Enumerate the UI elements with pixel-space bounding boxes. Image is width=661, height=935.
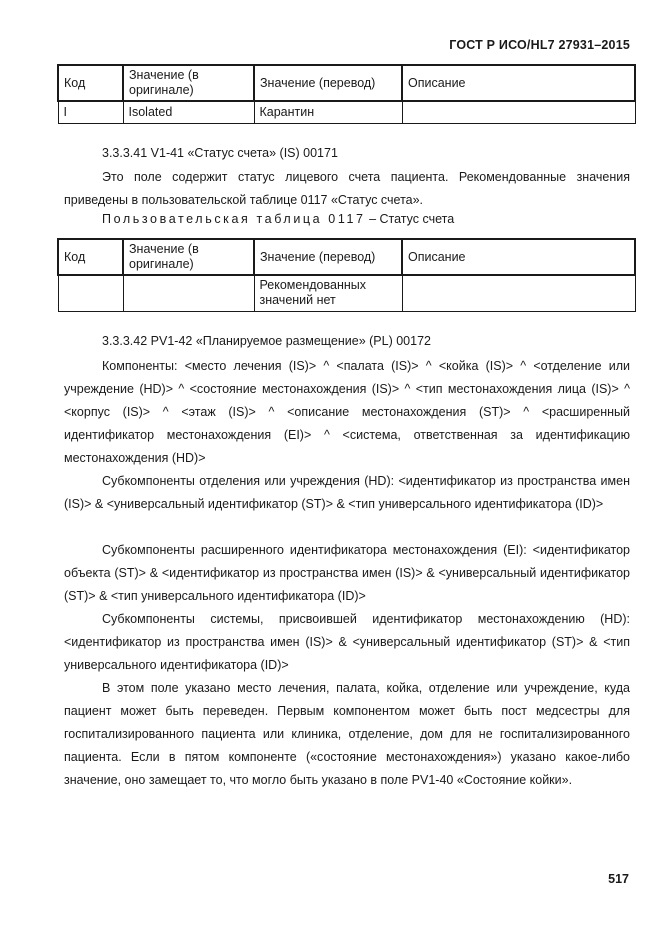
- cell-description: [402, 275, 635, 311]
- paragraph-hd-subcomponents: Субкомпоненты отделения или учреждения (HD): <идентификатор из пространства имен (IS)> & <универсальный идентификатор (ST)> & <тип универсального идентификатора (ID)>: [64, 474, 630, 511]
- paragraph-ei-subcomponents: Субкомпоненты расширенного идентификатора местонахождения (EI): <идентификатор объекта (ST)> & <идентификатор из пространства имен (IS)> & <универсальный идентификатор (ST)> & <тип универсального идентификатора (ID)>: [64, 543, 630, 603]
- table-row: [58, 275, 635, 311]
- table-header-row: [58, 65, 635, 101]
- section-heading-42: 3.3.3.42 PV1-42 «Планируемое размещение» (PL) 00172: [102, 334, 431, 348]
- header-code: Код: [58, 239, 123, 275]
- table-caption-label: Пользовательская таблица 0117: [102, 212, 366, 226]
- document-header: ГОСТ Р ИСО/HL7 27931–2015: [449, 38, 630, 52]
- table-row: [58, 101, 635, 123]
- paragraph: Это поле содержит статус лицевого счета пациента. Рекомендованные значения приведены в пользовательской таблице 0117 «Статус счета».: [64, 170, 630, 207]
- cell-description: [402, 101, 635, 123]
- cell-translation: Рекомендованных значений нет: [254, 275, 402, 311]
- codes-table-2: [57, 238, 636, 312]
- header-description: Описание: [402, 65, 635, 101]
- table-header-row: [58, 239, 635, 275]
- cell-code: [58, 275, 123, 311]
- header-original: Значение (в оригинале): [123, 65, 254, 101]
- header-translation: Значение (перевод): [254, 65, 402, 101]
- cell-original: [123, 275, 254, 311]
- paragraph-components: Компоненты: <место лечения (IS)> ^ <палата (IS)> ^ <койка (IS)> ^ <отделение или учреждение (HD)> ^ <состояние местонахождения (IS)> ^ <тип местонахождения лица (IS)> ^ <корпус (IS)> ^ <этаж (IS)> ^ <описание местонахождения (ST)> ^ <расширенный идентификатор местонахождения (EI)> ^ <система, ответственная за идентификацию местонахождения (HD)>: [64, 359, 630, 465]
- cell-translation: Карантин: [254, 101, 402, 123]
- table-caption-title: – Статус счета: [369, 212, 455, 226]
- page-number: 517: [608, 872, 629, 886]
- header-original: Значение (в оригинале): [123, 239, 254, 275]
- paragraph-description: В этом поле указано место лечения, палата, койка, отделение или учреждение, куда пациент может быть переведен. Первым компонентом может быть пост медсестры для госпитализированного пациента или клиника, отделение, дом для не госпитализированного пациента. Если в пятом компоненте («состояние местонахождения») указано какое-либо значение, оно замещает то, что могло быть указано в поле PV1-40 «Состояние койки».: [64, 681, 630, 787]
- paragraph-system-subcomponents: Субкомпоненты системы, присвоившей идентификатор местонахождению (HD): <идентификатор из пространства имен (IS)> & <универсальный идентификатор (ST)> & <тип универсального идентификатора (ID)>: [64, 612, 630, 672]
- cell-original: Isolated: [123, 101, 254, 123]
- header-translation: Значение (перевод): [254, 239, 402, 275]
- codes-table-1: [57, 64, 636, 124]
- cell-code: I: [58, 101, 123, 123]
- header-description: Описание: [402, 239, 635, 275]
- table-caption: [102, 212, 454, 226]
- section-heading-41: 3.3.3.41 V1-41 «Статус счета» (IS) 00171: [102, 146, 338, 160]
- header-code: Код: [58, 65, 123, 101]
